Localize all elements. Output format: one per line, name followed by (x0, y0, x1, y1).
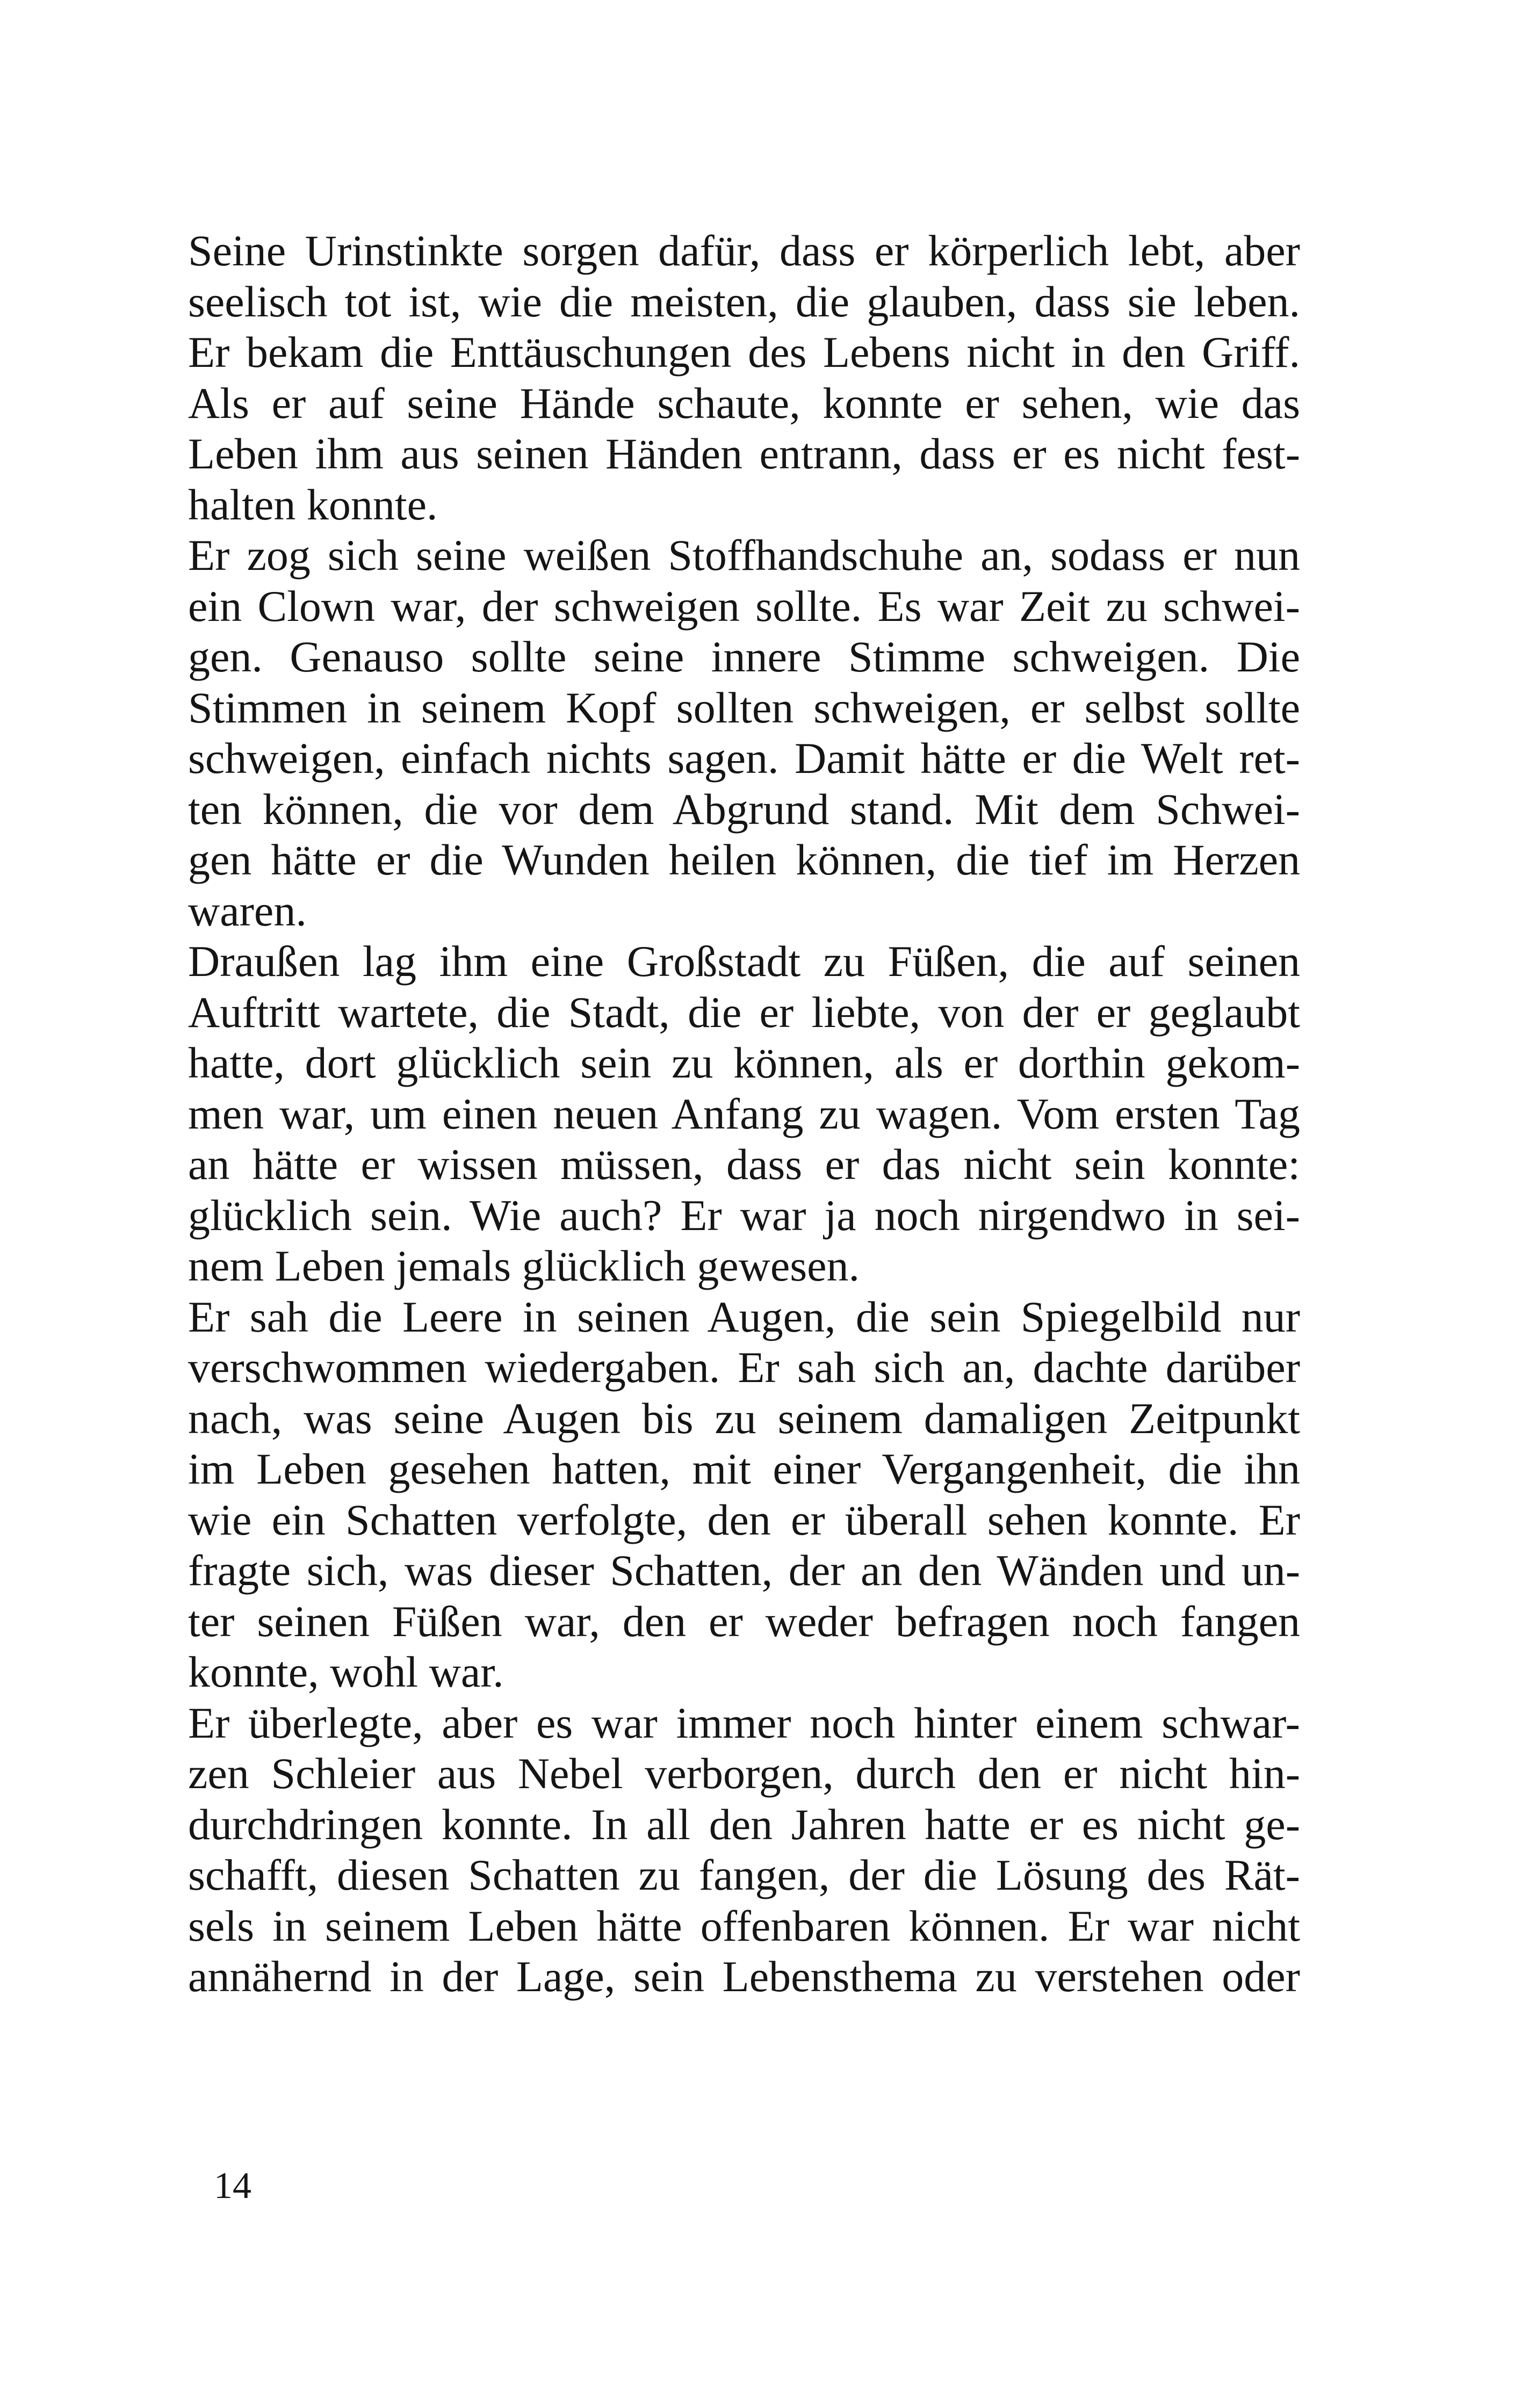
text-line: men war, um einen neuen Anfang zu wagen. Vom ersten Tag (188, 1089, 1300, 1138)
text-line: verschwommen wiedergaben. Er sah sich an, dachte darüber (188, 1343, 1300, 1392)
text-line: Stimmen in seinem Kopf sollten schweigen, er selbst sollte (188, 683, 1300, 732)
text-line: sels in seinem Leben hätte offenbaren können. Er war nicht (188, 1901, 1300, 1950)
text-line: Er bekam die Enttäuschungen des Lebens nicht in den Griff. (188, 328, 1300, 377)
text-line: fragte sich, was dieser Schatten, der an den Wänden und un- (188, 1546, 1300, 1595)
text-line: Auftritt wartete, die Stadt, die er liebte, von der er geglaubt (188, 987, 1300, 1037)
body-text (188, 226, 1300, 2002)
text-line: Er überlegte, aber es war immer noch hinter einem schwar- (188, 1698, 1300, 1747)
text-line: ten können, die vor dem Abgrund stand. Mit dem Schwei- (188, 784, 1300, 834)
text-line: waren. (188, 886, 307, 935)
text-line: ter seinen Füßen war, den er weder befragen noch fangen (188, 1596, 1300, 1646)
text-line: Draußen lag ihm eine Großstadt zu Füßen, die auf seinen (188, 937, 1300, 986)
paragraph (188, 226, 1300, 530)
text-line: wie ein Schatten verfolgte, den er überall sehen konnte. Er (188, 1495, 1300, 1544)
text-line: schweigen, einfach nichts sagen. Damit hätte er die Welt ret- (188, 734, 1300, 783)
text-line: konnte, wohl war. (188, 1647, 504, 1696)
paragraph (188, 936, 1300, 1292)
text-line: durchdringen konnte. In all den Jahren hatte er es nicht ge- (188, 1799, 1300, 1849)
paragraph (188, 1698, 1300, 2002)
text-line: hatte, dort glücklich sein zu können, als er dorthin gekom- (188, 1038, 1300, 1087)
page-number: 14 (214, 2165, 251, 2207)
paragraph (188, 1292, 1300, 1698)
text-line: Als er auf seine Hände schaute, konnte er sehen, wie das (188, 378, 1300, 428)
text-line: schafft, diesen Schatten zu fangen, der die Lösung des Rät- (188, 1850, 1300, 1899)
text-line: Leben ihm aus seinen Händen entrann, dass er es nicht fest- (188, 429, 1300, 478)
text-line: Er zog sich seine weißen Stoffhandschuhe an, sodass er nun (188, 531, 1300, 580)
text-line: halten konnte. (188, 480, 438, 529)
text-line: Er sah die Leere in seinen Augen, die sein Spiegelbild nur (188, 1292, 1300, 1341)
text-line: gen hätte er die Wunden heilen können, die tief im Herzen (188, 835, 1300, 884)
text-line: an hätte er wissen müssen, dass er das nicht sein konnte: (188, 1140, 1300, 1189)
text-line: zen Schleier aus Nebel verborgen, durch den er nicht hin- (188, 1749, 1300, 1798)
text-line: Seine Urinstinkte sorgen dafür, dass er körperlich lebt, aber (188, 226, 1300, 275)
text-line: im Leben gesehen hatten, mit einer Vergangenheit, die ihn (188, 1444, 1300, 1493)
text-line: gen. Genauso sollte seine innere Stimme schweigen. Die (188, 632, 1300, 681)
text-line: nem Leben jemals glücklich gewesen. (188, 1241, 860, 1290)
text-line: annähernd in der Lage, sein Lebensthema zu verstehen oder (188, 1952, 1300, 2001)
text-line: ein Clown war, der schweigen sollte. Es war Zeit zu schwei- (188, 581, 1300, 631)
text-line: seelisch tot ist, wie die meisten, die glauben, dass sie leben. (188, 277, 1300, 326)
text-line: nach, was seine Augen bis zu seinem damaligen Zeitpunkt (188, 1393, 1300, 1443)
text-line: glücklich sein. Wie auch? Er war ja noch nirgendwo in sei- (188, 1190, 1300, 1240)
paragraph (188, 530, 1300, 936)
